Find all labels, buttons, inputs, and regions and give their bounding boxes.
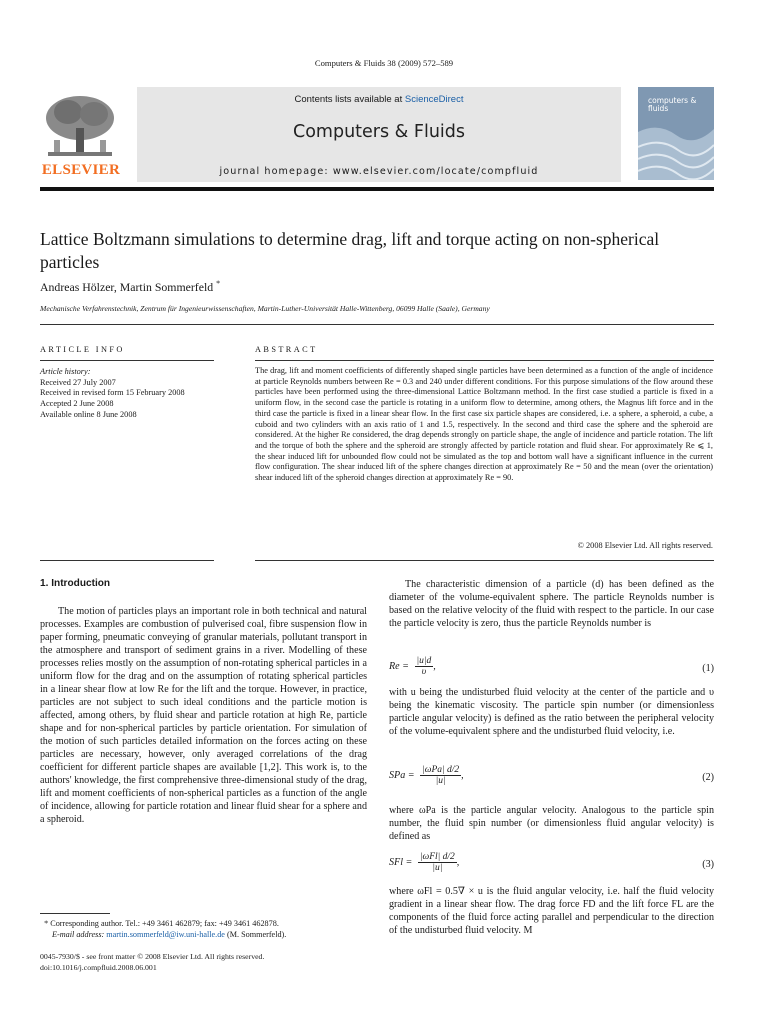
eq2-lhs: SPa = [389, 769, 415, 781]
issn-line: 0045-7930/$ - see front matter © 2008 Elsevier Ltd. All rights reserved. [40, 952, 265, 961]
journal-homepage[interactable]: journal homepage: www.elsevier.com/locate/compfluid [219, 166, 539, 177]
contents-line [137, 94, 621, 105]
email-suffix: (M. Sommerfeld). [226, 929, 287, 939]
right-paragraph-1: The characteristic dimension of a particle (d) has been defined as the diameter of the volume-equivalent sphere. The particle Reynolds number is based on the relative velocity of the fluid with respect to the particle. In our case the particle velocity is zero, thus the particle Reynolds number is [389, 579, 714, 629]
eq1-denominator: υ [421, 667, 427, 677]
history-item: Received in revised form 15 February 2008 [40, 388, 185, 398]
eq3-numerator: |ωFl| d/2 [419, 852, 455, 862]
article-history [40, 367, 240, 421]
section-heading-introduction: 1. Introduction [40, 578, 111, 589]
elsevier-tree-logo-icon [40, 92, 120, 162]
right-paragraph-3: where ωPa is the particle angular velocity. Analogous to the particle spin number, the fluid spin number (or dimensionless fluid angular velocity) is defined as [389, 805, 714, 842]
article-title: Lattice Boltzmann simulations to determine drag, lift and torque acting on non-spherical particles [40, 229, 660, 272]
journal-title: Computers & Fluids [293, 122, 465, 142]
journal-cover-image [638, 87, 714, 180]
authors-text: Andreas Hölzer, Martin Sommerfeld [40, 279, 214, 294]
sciencedirect-link[interactable]: ScienceDirect [404, 94, 464, 105]
right-paragraph-2: with u being the undisturbed fluid velocity at the center of the particle and υ being the kinematic viscosity. The particle spin number (or dimensionless particle angular velocity) is defined as the ratio between the peripheral velocity of the volume-equivalent sphere and the undisturbed fluid velocity, i.e. [389, 687, 714, 737]
header-rule [40, 187, 714, 191]
title-rule [40, 324, 714, 325]
eq1-numerator: |u|d [416, 656, 432, 666]
eq2-denominator: |u| [435, 776, 446, 786]
introduction-paragraph: The motion of particles plays an important role in both technical and natural processes. Examples are combustion of pulverised coal, fibre suspension flow in paper forming, pneumatic conveying of granular materials, pollutant transport in the atmosphere and transport of sediment grains in a river. Modelling of these processes relies mostly on the assumption of non-rotating spherical particles in a uniform flow for the drag and on the assumption of rotating spherical particles in a linear shear flow at low Re for the lift and the torque. However, in practice, particles are not subject to such ideal conditions and the particle motion is affected, among others, by fluid shear and particle rotation at high Re, particle shape and for non-spherical particles by particle orientation. For simulation of the motion of such particles detailed information on the forces acting on these particles are necessary, however, only averaged correlations of the drag coefficient for different particle shapes are available [1,2]. This work is, to the authors' knowledge, the first comprehensive three-dimensional study of the drag, lift and moment coefficients of non-spherical particles as a function of the angle of incidence, allowing for particle rotation and linear fluid shear for a sphere and a spheroid. [40, 606, 367, 825]
contents-prefix: Contents lists available at [294, 94, 405, 105]
eq1-number: (1) [702, 663, 714, 674]
abstract-text: The drag, lift and moment coefficients of differently shaped single particles have been determined as a function of the angle of incidence at particle Reynolds numbers between Re = 0.3 and 240 under different conditions. For this purpose simulations of the flow around these particles have been performed using the three-dimensional Lattice Boltzmann method. In the first case studied a particle is fixed in a uniform flow, in the second case the particle is rotating in a uniform flow to determine, among others, the Magnus lift force and in the third case the particle is fixed in a linear shear flow. In the first case six particle shapes are considered, i.e. a sphere, a spheroid, a cube, a cuboid and two cylinders with an axis ratio of 1 and 1.5, respectively. In the second and third case the sphere and the spheroid are considered. At the higher Re considered, the drag depends strongly on particle shape, the angle of incidence and particle rotation. The lift and the torque of both the sphere and the spheroid are strongly affected by particle rotation and fluid shear. For approximately Re ⩽ 1, the shear induced lift for unbounded flow could not be simulated as the top and bottom wall have a significant influence in the current flow configuration. The shear induced lift of the sphere changes direction at approximately Re = 50 and the mean (over the orientation) shear induced lift of the spheroid changes direction at approximately Re = 90. [255, 366, 713, 483]
cover-title: computers & fluids [648, 96, 697, 113]
front-matter [40, 952, 264, 973]
author-email-link[interactable]: martin.sommerfeld@iw.uni-halle.de [106, 929, 225, 939]
history-label: Article history: [40, 367, 91, 376]
footnote-mark: * [44, 919, 49, 928]
corresponding-author-mark[interactable]: * [216, 279, 221, 288]
footnote-rule [40, 913, 110, 914]
history-item: Available online 8 June 2008 [40, 409, 137, 419]
eq3-lhs: SFl = [389, 856, 413, 868]
article-info-heading: ARTICLE INFO [40, 345, 125, 354]
eq1-lhs: Re = [389, 660, 409, 672]
doi-line[interactable]: doi:10.1016/j.compfluid.2008.06.001 [40, 962, 157, 972]
eq3-denominator: |u| [432, 863, 443, 873]
right-paragraph-4: where ωFl = 0.5∇ × u is the fluid angular velocity, i.e. half the fluid velocity gradient in a linear shear flow. The drag force FD and the lift force FL are the components of the fluid force acting parallel and perpendicular to the direction of the undisturbed fluid velocity. M [389, 886, 714, 936]
info-end-rule [40, 560, 214, 561]
article-info-rule [40, 360, 214, 361]
eq2-numerator: |ωPa| d/2 [422, 765, 460, 775]
author-list [40, 279, 220, 295]
equation-2: SPa = $\frac{\text{|ωPa| d/2}}{|u|}$ , (2) [389, 765, 714, 786]
eq3-number: (3) [702, 859, 714, 870]
abstract-copyright: © 2008 Elsevier Ltd. All rights reserved. [577, 541, 713, 550]
abstract-end-rule [255, 560, 714, 561]
equation-3: SFl = $\frac{\text{|ωFl| d/2}}{|u|}$ , (3) [389, 852, 714, 873]
abstract-heading: ABSTRACT [255, 345, 318, 354]
journal-reference: Computers & Fluids 38 (2009) 572–589 [314, 58, 454, 68]
affiliation: Mechanische Verfahrenstechnik, Zentrum für Ingenieurwissenschaften, Martin-Luther-Universität Halle-Wittenberg, 06099 Halle (Saale), Germany [40, 304, 490, 313]
elsevier-logo-text: ELSEVIER [41, 162, 121, 178]
email-label: E-mail address: [52, 929, 105, 939]
footnote [40, 919, 380, 940]
eq2-number: (2) [702, 772, 714, 783]
abstract-rule [255, 360, 714, 361]
equation-1: Re = $\frac{|u|d}{\upsilon}$ , (1) [389, 656, 714, 677]
footnote-text: Corresponding author. Tel.: +49 3461 462879; fax: +49 3461 462878. [50, 919, 279, 928]
history-item: Received 27 July 2007 [40, 377, 116, 387]
history-item: Accepted 2 June 2008 [40, 399, 114, 409]
